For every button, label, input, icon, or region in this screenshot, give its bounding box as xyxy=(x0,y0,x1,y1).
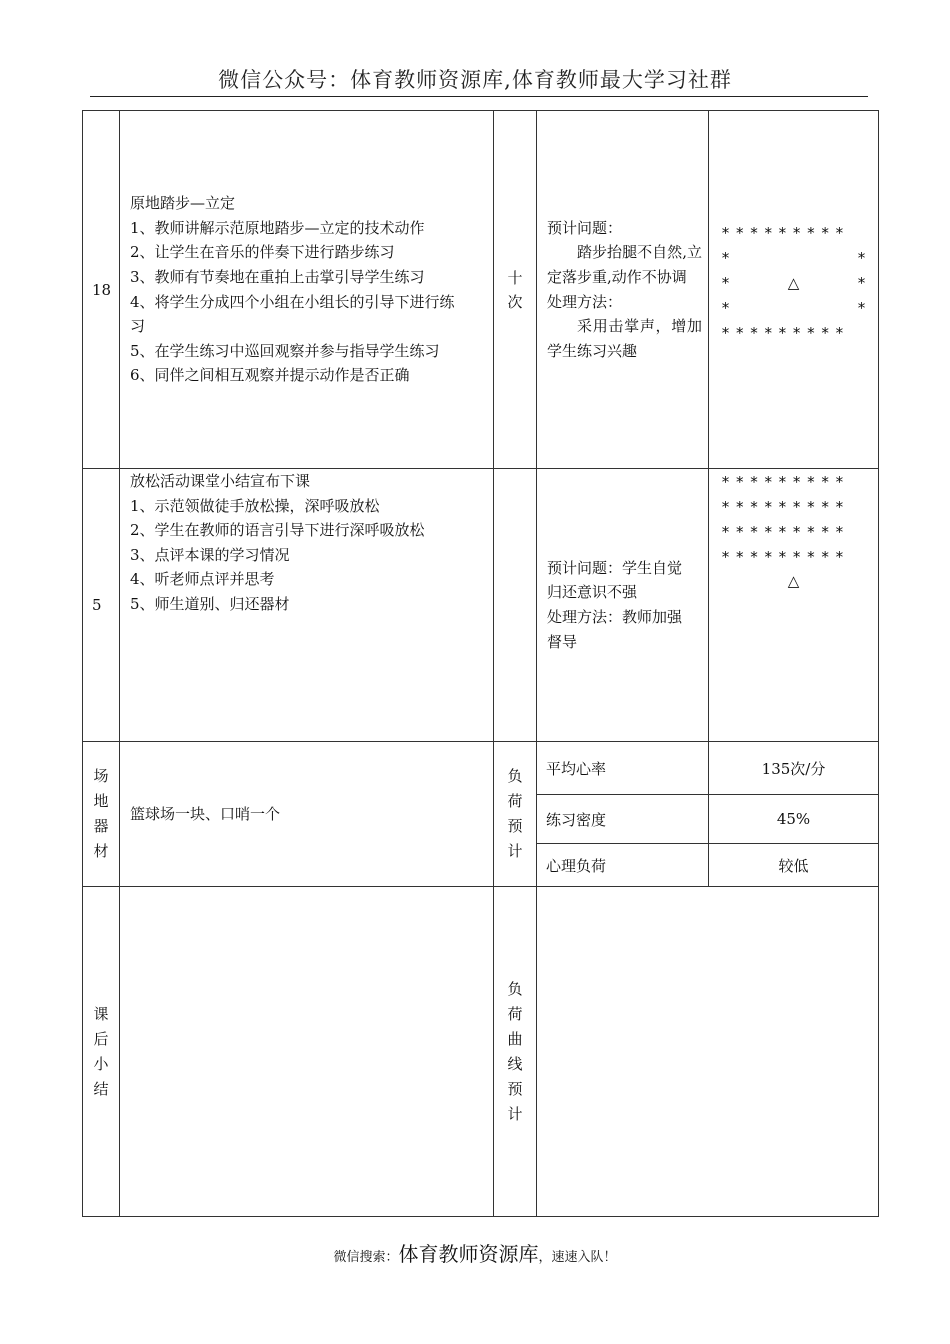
summary-label-cell xyxy=(83,887,120,1217)
load-item-value: 135次/分 xyxy=(709,742,879,795)
content-line: 放松活动课堂小结宣布下课 xyxy=(130,472,311,490)
problem-text: 踏步抬腿不自然,立定落步重,动作不协调 xyxy=(547,243,702,286)
curve-label-cell xyxy=(494,887,537,1217)
formation-row xyxy=(709,494,878,519)
footer-suffix: ，速速入队！ xyxy=(538,1250,617,1265)
header-divider xyxy=(90,96,868,97)
formation-row xyxy=(709,245,878,270)
content-line: 1、教师讲解示范原地踏步—立定的技术动作 xyxy=(130,218,425,237)
curve-label-char: 预 xyxy=(507,1079,523,1098)
problem-label: 预计问题： xyxy=(547,218,623,237)
formation-star: * xyxy=(856,248,866,267)
formation-diagram xyxy=(709,469,878,594)
load-label-char: 计 xyxy=(507,842,523,860)
footer-name: 体育教师资源库 xyxy=(398,1242,539,1266)
formation-stars: ********* xyxy=(721,497,850,516)
content-line: 原地踏步—立定 xyxy=(130,194,236,213)
venue-label-char: 场 xyxy=(93,767,109,785)
content-line: 5、师生道别、归还器材 xyxy=(130,594,290,613)
summary-label-char: 小 xyxy=(93,1054,109,1073)
table-row-summary xyxy=(83,887,879,1217)
load-label-char: 荷 xyxy=(507,792,523,810)
table-row-venue xyxy=(83,742,879,795)
summary-label-char: 结 xyxy=(93,1079,109,1098)
content-cell xyxy=(120,111,494,469)
formation-star: * xyxy=(721,273,731,292)
formation-row xyxy=(709,270,878,295)
notes-line: 归还意识不强 xyxy=(547,583,638,602)
summary-content-cell xyxy=(120,887,494,1217)
formation-row xyxy=(709,519,878,544)
curve-label-char: 曲 xyxy=(507,1029,523,1048)
content-line: 4、听老师点评并思考 xyxy=(130,570,275,589)
curve-content-cell xyxy=(537,887,879,1217)
formation-row xyxy=(709,469,878,494)
count-char: 十 xyxy=(507,268,523,287)
formation-cell xyxy=(709,469,879,742)
footer-prefix: 微信搜索： xyxy=(333,1250,399,1265)
venue-label-char: 地 xyxy=(93,792,109,810)
formation-star: * xyxy=(856,273,866,292)
content-line: 2、让学生在音乐的伴奏下进行踏步练习 xyxy=(130,243,395,262)
content-line: 3、教师有节奏地在重拍上击掌引导学生练习 xyxy=(130,267,425,286)
summary-label-char: 课 xyxy=(93,1004,109,1023)
formation-star: * xyxy=(856,298,866,317)
formation-stars: ********* xyxy=(721,223,850,242)
load-item-label: 平均心率 xyxy=(537,742,709,795)
method-text: 采用击掌声，增加学生练习兴趣 xyxy=(547,317,702,360)
content-cell xyxy=(120,469,494,742)
curve-label-char: 荷 xyxy=(507,1004,523,1023)
method-label: 处理方法： xyxy=(547,292,623,311)
count-cell xyxy=(494,469,537,742)
formation-row xyxy=(709,544,878,569)
content-line: 2、学生在教师的语言引导下进行深呼吸放松 xyxy=(130,521,425,540)
notes-cell xyxy=(537,111,709,469)
notes-cell xyxy=(537,469,709,742)
formation-stars: ********* xyxy=(721,323,850,342)
formation-stars: ********* xyxy=(721,522,850,541)
time-cell: 18 xyxy=(83,111,120,469)
formation-stars: ********* xyxy=(721,472,850,491)
formation-cell xyxy=(709,111,879,469)
load-item-value: 45% xyxy=(709,795,879,844)
content-line: 3、点评本课的学习情况 xyxy=(130,545,290,564)
curve-label-char: 负 xyxy=(507,979,523,998)
table-row-cooldown xyxy=(83,469,879,742)
content-line: 6、同伴之间相互观察并提示动作是否正确 xyxy=(130,366,410,385)
content-line: 4、将学生分成四个小组在小组长的引导下进行练 xyxy=(130,292,455,311)
venue-label-char: 材 xyxy=(93,842,109,860)
content-line: 习 xyxy=(130,317,146,336)
load-item-value: 较低 xyxy=(709,844,879,887)
formation-row xyxy=(709,295,878,320)
formation-stars: ********* xyxy=(721,547,850,566)
count-cell xyxy=(494,111,537,469)
content-line: 1、示范领做徒手放松操，深呼吸放松 xyxy=(130,496,380,515)
page-footer xyxy=(0,1238,950,1267)
lesson-plan-table xyxy=(82,110,879,1217)
load-item-label: 练习密度 xyxy=(537,795,709,844)
teacher-triangle: △ xyxy=(787,273,800,292)
venue-label-char: 器 xyxy=(93,817,109,835)
time-cell: 5 xyxy=(83,469,120,742)
summary-label-char: 后 xyxy=(93,1029,109,1048)
count-char: 次 xyxy=(507,292,523,311)
formation-star: * xyxy=(721,248,731,267)
curve-label-char: 线 xyxy=(507,1054,523,1073)
load-label-char: 预 xyxy=(507,817,523,835)
formation-row xyxy=(709,220,878,245)
teacher-triangle: △ xyxy=(787,572,800,590)
notes-line: 督导 xyxy=(547,632,578,651)
curve-label-char: 计 xyxy=(507,1104,523,1123)
notes-line: 处理方法：教师加强 xyxy=(547,608,683,626)
load-label-char: 负 xyxy=(507,767,523,785)
content-line: 5、在学生练习中巡回观察并参与指导学生练习 xyxy=(130,341,440,360)
venue-label-cell xyxy=(83,742,120,887)
load-label-cell xyxy=(494,742,537,887)
load-item-label: 心理负荷 xyxy=(537,844,709,887)
formation-star: * xyxy=(721,298,731,317)
venue-content-cell: 篮球场一块、口哨一个 xyxy=(120,742,494,887)
notes-line: 预计问题：学生自觉 xyxy=(547,558,683,577)
table-row-drill xyxy=(83,111,879,469)
formation-row xyxy=(709,320,878,345)
page-header: 微信公众号：体育教师资源库,体育教师最大学习社群 xyxy=(218,68,732,92)
formation-diagram xyxy=(709,220,878,345)
